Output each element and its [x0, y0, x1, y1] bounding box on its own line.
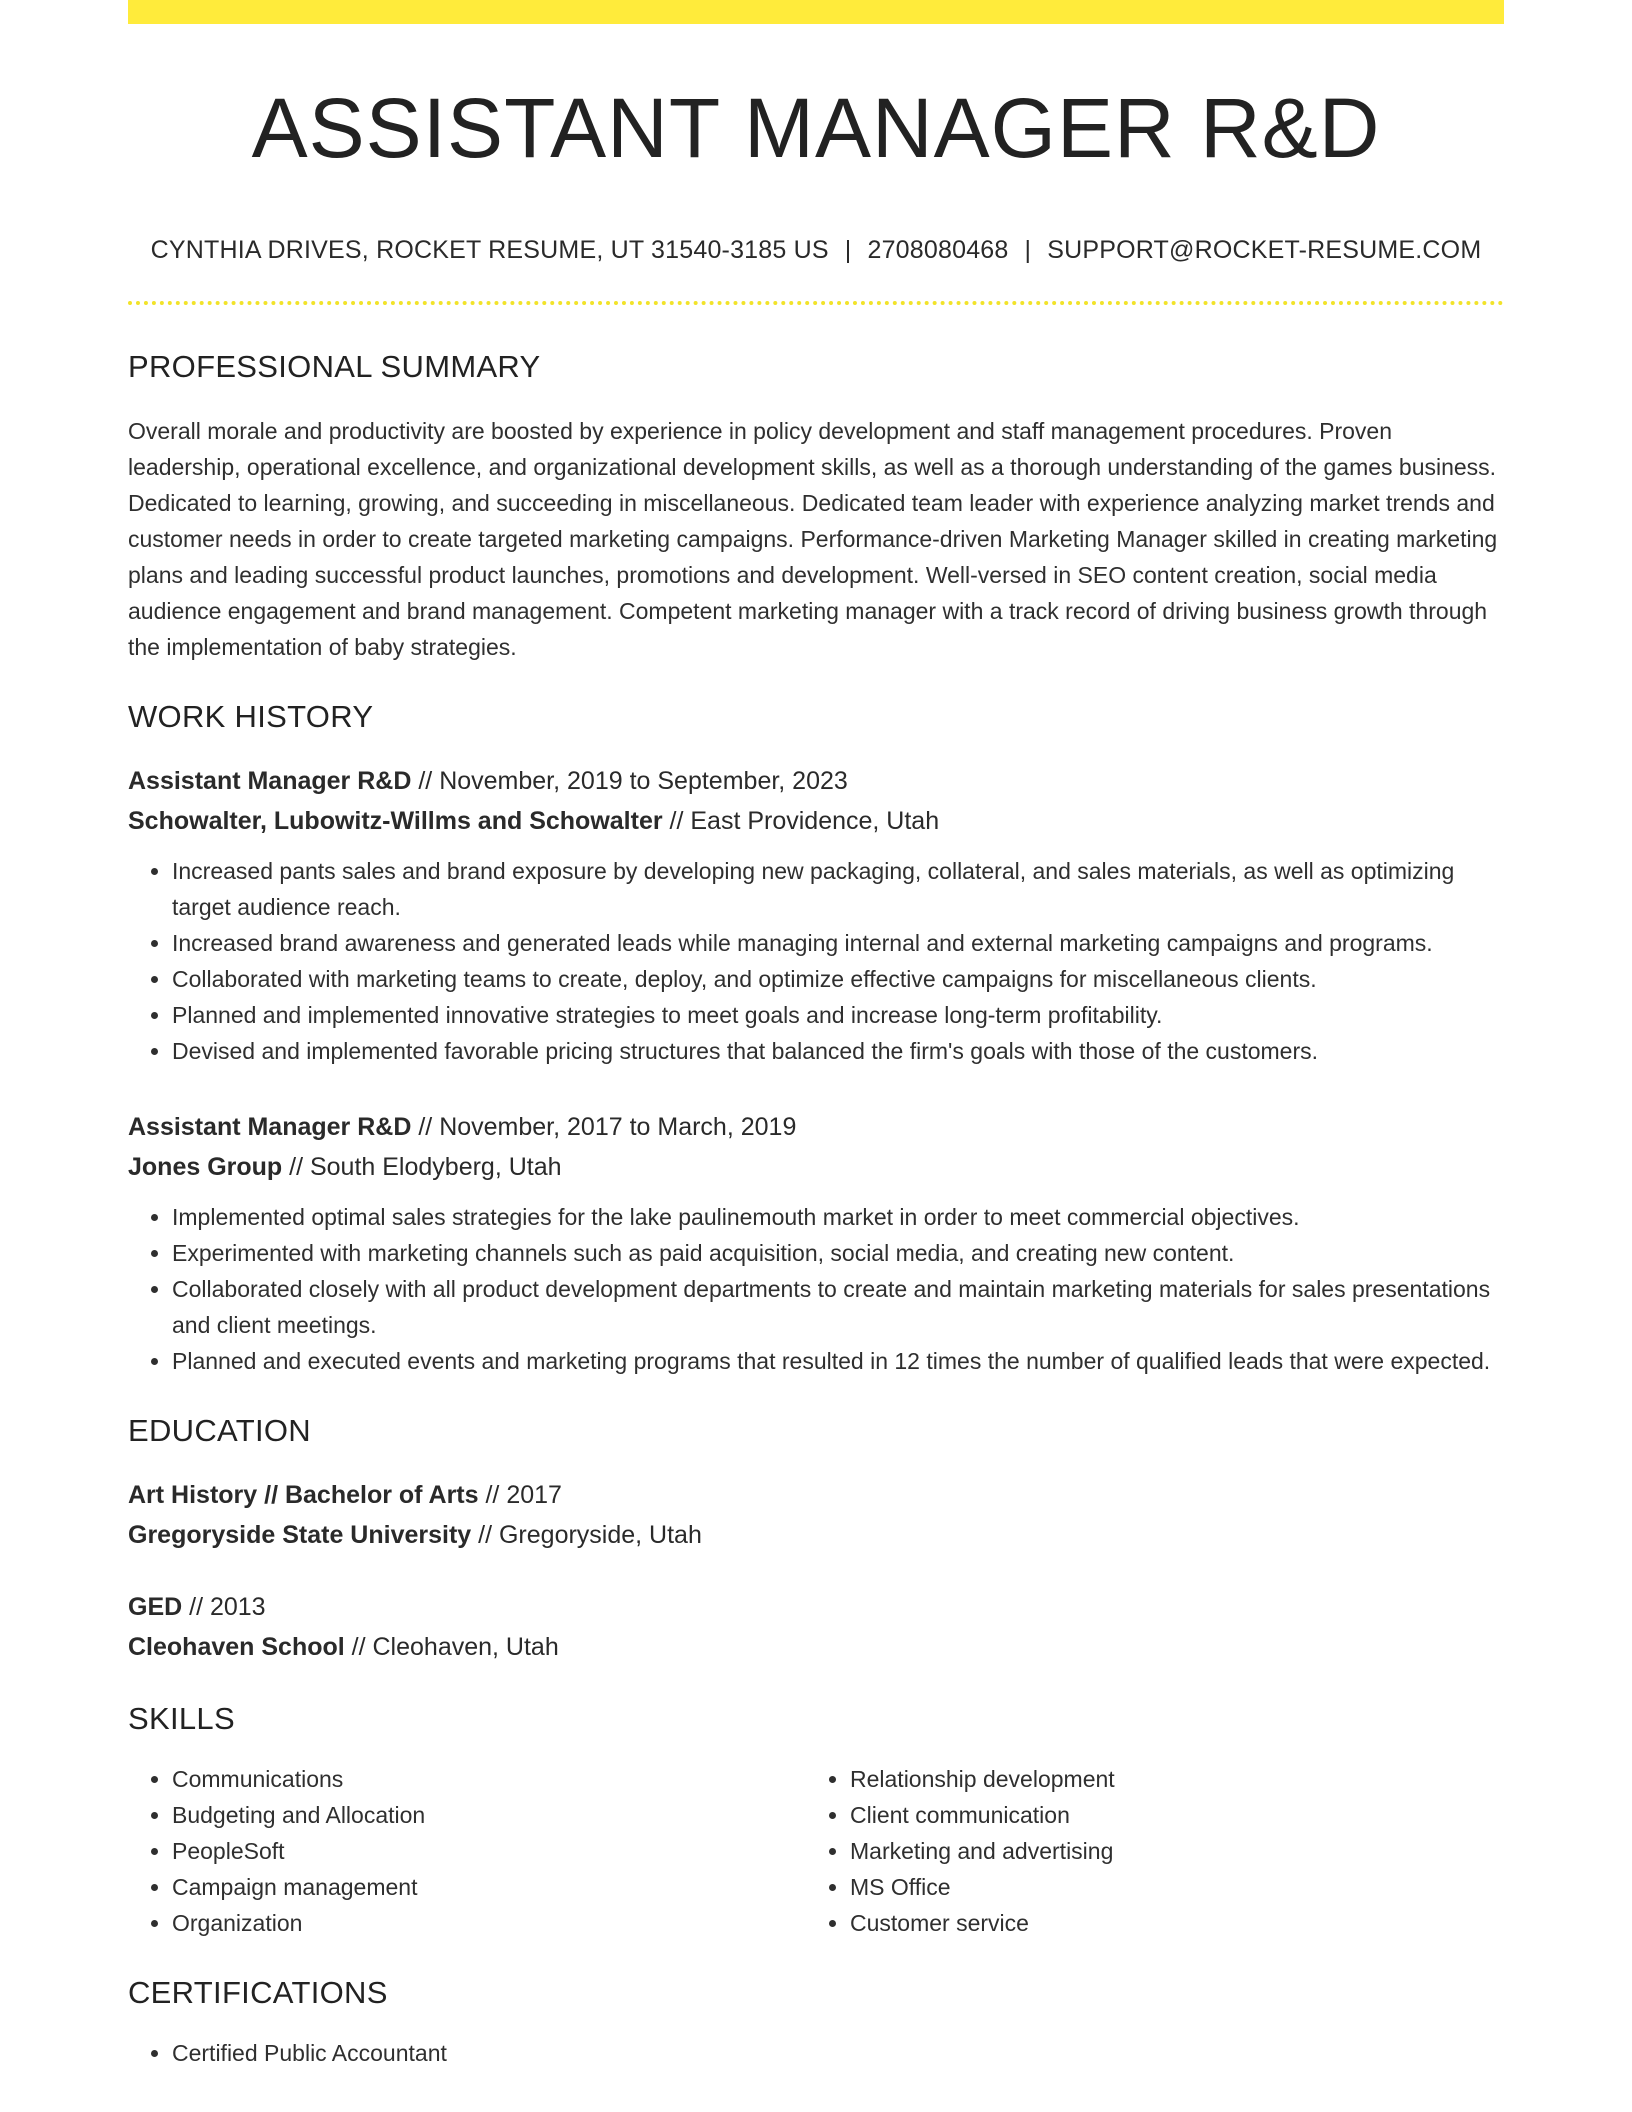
- list-item: • Planned and executed events and marketing programs that resulted in 12 times the number of qualified leads that were expected.: [172, 1343, 1504, 1379]
- contact-line: [128, 236, 1504, 265]
- skills-columns: [128, 1761, 1504, 1941]
- list-item: • Certified Public Accountant: [172, 2035, 1504, 2071]
- list-item: • Experimented with marketing channels such as paid acquisition, social media, and creating new content.: [172, 1235, 1504, 1271]
- edu-school: Gregoryside State University: [128, 1521, 472, 1550]
- edu-school-line: [128, 1627, 1504, 1667]
- job-bullets: [128, 1199, 1504, 1379]
- contact-email: SUPPORT@ROCKET-RESUME.COM: [1047, 236, 1482, 265]
- resume-title: ASSISTANT MANAGER R&D: [251, 81, 1381, 175]
- job-entry: [128, 1107, 1504, 1379]
- contact-address: CYNTHIA DRIVES, ROCKET RESUME, UT 31540-3185 US: [150, 236, 829, 265]
- list-item: • Organization: [172, 1905, 806, 1941]
- list-item: • Communications: [172, 1761, 806, 1797]
- skills-list-right: [806, 1761, 1484, 1941]
- edu-location: // Gregoryside, Utah: [471, 1521, 702, 1550]
- list-item: • MS Office: [850, 1869, 1484, 1905]
- job-entry: [128, 761, 1504, 1069]
- list-item: • Planned and implemented innovative strategies to meet goals and increase long-term profitability.: [172, 997, 1504, 1033]
- certifications-list: [128, 2035, 1504, 2071]
- job-bullets: [128, 853, 1504, 1069]
- dotted-divider: [128, 301, 1504, 305]
- list-item: • Relationship development: [850, 1761, 1484, 1797]
- summary-text: Overall morale and productivity are boosted by experience in policy development and staff management procedures. Proven leadership, operational excellence, and organizational development skills, as well as a thorough understanding of the games business. Dedicated to learning, growing, and succeeding in miscellaneous. Dedicated team leader with experience analyzing market trends and customer needs in order to create targeted marketing campaigns. Performance-driven Marketing Manager skilled in creating marketing plans and leading successful product launches, promotions and development. Well-versed in SEO content creation, social media audience engagement and brand management. Competent marketing manager with a track record of driving business growth through the implementation of baby strategies.: [128, 418, 1498, 661]
- section-heading-education: EDUCATION: [128, 1413, 311, 1449]
- list-item: • Implemented optimal sales strategies for the lake paulinemouth market in order to meet commercial objectives.: [172, 1199, 1504, 1235]
- section-heading-work-history: WORK HISTORY: [128, 699, 374, 735]
- skills-list-left: [128, 1761, 806, 1941]
- section-heading-summary: PROFESSIONAL SUMMARY: [128, 349, 541, 385]
- job-company-line: [128, 801, 1504, 841]
- edu-year: // 2017: [478, 1481, 562, 1510]
- list-item: • Increased pants sales and brand exposure by developing new packaging, collateral, and sales materials, as well as optimizing target audience reach.: [172, 853, 1504, 925]
- job-company: Jones Group: [128, 1153, 283, 1182]
- list-item: • Budgeting and Allocation: [172, 1797, 806, 1833]
- contact-separator: |: [844, 236, 852, 265]
- edu-location: // Cleohaven, Utah: [344, 1633, 559, 1662]
- section-heading-skills: SKILLS: [128, 1701, 235, 1737]
- job-company: Schowalter, Lubowitz-Willms and Schowalter: [128, 807, 663, 836]
- edu-year: // 2013: [182, 1593, 266, 1622]
- section-heading-certifications: CERTIFICATIONS: [128, 1975, 388, 2011]
- job-location: // South Elodyberg, Utah: [282, 1153, 562, 1182]
- list-item: • Collaborated closely with all product development departments to create and maintain marketing materials for sales presentations and client meetings.: [172, 1271, 1504, 1343]
- list-item: • Devised and implemented favorable pricing structures that balanced the firm's goals with those of the customers.: [172, 1033, 1504, 1069]
- job-location: // East Providence, Utah: [662, 807, 940, 836]
- edu-degree-line: [128, 1587, 1504, 1627]
- list-item: • Campaign management: [172, 1869, 806, 1905]
- edu-school: Cleohaven School: [128, 1633, 345, 1662]
- resume-page: [128, 0, 1504, 2071]
- edu-degree: GED: [128, 1593, 183, 1622]
- job-dates: // November, 2017 to March, 2019: [411, 1113, 797, 1142]
- list-item: • Customer service: [850, 1905, 1484, 1941]
- job-title-line: [128, 1107, 1504, 1147]
- education-entry: [128, 1587, 1504, 1667]
- job-title: Assistant Manager R&D: [128, 767, 412, 796]
- job-title-line: [128, 761, 1504, 801]
- job-title: Assistant Manager R&D: [128, 1113, 412, 1142]
- job-dates: // November, 2019 to September, 2023: [411, 767, 848, 796]
- edu-degree: Art History // Bachelor of Arts: [128, 1481, 479, 1510]
- contact-phone: 2708080468: [867, 236, 1009, 265]
- contact-separator: |: [1024, 236, 1032, 265]
- edu-degree-line: [128, 1475, 1504, 1515]
- list-item: • PeopleSoft: [172, 1833, 806, 1869]
- list-item: • Collaborated with marketing teams to create, deploy, and optimize effective campaigns for miscellaneous clients.: [172, 961, 1504, 997]
- list-item: • Marketing and advertising: [850, 1833, 1484, 1869]
- job-company-line: [128, 1147, 1504, 1187]
- education-entry: [128, 1475, 1504, 1555]
- accent-bar: [128, 0, 1504, 24]
- list-item: • Increased brand awareness and generated leads while managing internal and external marketing campaigns and programs.: [172, 925, 1504, 961]
- list-item: • Client communication: [850, 1797, 1484, 1833]
- edu-school-line: [128, 1515, 1504, 1555]
